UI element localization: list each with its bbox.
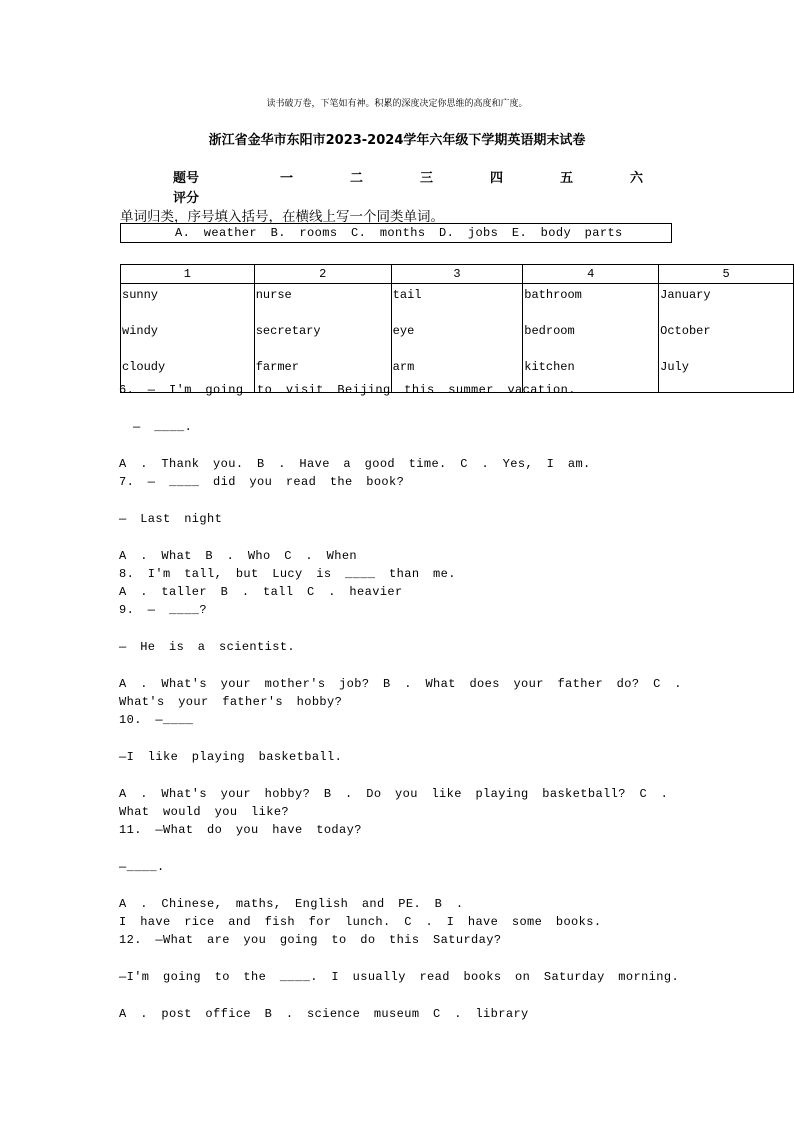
table-header-row: [121, 265, 794, 284]
choice-options: What would you like?: [119, 805, 290, 819]
choice-options: A . Thank you. B . Have a good time. C . Yes, I am.: [119, 457, 591, 471]
dialogue-line: — He is a scientist.: [119, 640, 296, 654]
table-cell: [659, 284, 794, 393]
word-item: farmer: [255, 360, 299, 374]
word-item: arm: [392, 360, 415, 374]
score-column-header: 一: [280, 171, 294, 186]
question-text: 12. —What are you going to do this Saturday?: [119, 933, 502, 947]
score-column-header: 三: [420, 171, 434, 186]
page-title: 浙江省金华市东阳市2023-2024学年六年级下学期英语期末试卷: [208, 133, 586, 148]
question-text: 10. —____: [119, 713, 194, 727]
table-cell: [254, 284, 391, 393]
word-item: bedroom: [524, 324, 575, 338]
word-item: July: [660, 360, 689, 374]
question-text: 11. —What do you have today?: [119, 823, 362, 837]
options-box: [120, 223, 672, 243]
table-row: [121, 284, 794, 393]
word-item: nurse: [255, 288, 292, 302]
table-cell: [523, 284, 659, 393]
table-header: 1: [121, 265, 255, 284]
word-item: January: [660, 288, 711, 302]
score-row-label: 题号: [173, 171, 200, 186]
score-column-header: 五: [560, 171, 574, 186]
choice-options: A . What's your mother's job? B . What does your father do? C .: [119, 677, 682, 691]
dialogue-line: —I'm going to the ____. I usually read books on Saturday morning.: [119, 970, 680, 984]
answer-blank: — ____.: [133, 420, 193, 434]
question-text: 7. — ____ did you read the book?: [119, 475, 405, 489]
word-item: bathroom: [524, 288, 582, 302]
table-header: 4: [523, 265, 659, 284]
table-header: 5: [659, 265, 794, 284]
word-item: eye: [392, 324, 415, 338]
dialogue-line: —I like playing basketball.: [119, 750, 343, 764]
table-header: 3: [391, 265, 523, 284]
table-header: 2: [254, 265, 391, 284]
word-item: windy: [122, 324, 159, 338]
category-table: [120, 264, 794, 393]
header-motto: 读书破万卷，下笔如有神。积累的深度决定你思维的高度和广度。: [266, 99, 528, 109]
score-column-header: 二: [350, 171, 364, 186]
question-text: 6. — I'm going to visit Beijing this summer vacation.: [119, 383, 576, 397]
word-item: cloudy: [122, 360, 166, 374]
score-row-label: 评分: [173, 191, 200, 206]
question-text: 8. I'm tall, but Lucy is ____ than me.: [119, 567, 456, 581]
choice-options: What's your father's hobby?: [119, 695, 343, 709]
choice-options: I have rice and fish for lunch. C . I have some books.: [119, 915, 602, 929]
score-column-header: 六: [630, 171, 644, 186]
table-cell: [121, 284, 255, 393]
choice-options: A . What B . Who C . When: [119, 549, 358, 563]
word-item: October: [660, 324, 711, 338]
answer-blank: —____.: [119, 860, 165, 874]
word-item: tail: [392, 288, 422, 302]
options-text: A. weather B. rooms C. months D. jobs E. body parts: [175, 226, 623, 240]
choice-options: A . taller B . tall C . heavier: [119, 585, 403, 599]
word-item: kitchen: [524, 360, 575, 374]
section-instruction: 单词归类，序号填入括号，在横线上写一个同类单词。: [120, 209, 444, 225]
question-text: 9. — ____?: [119, 603, 208, 617]
choice-options: A . post office B . science museum C . library: [119, 1007, 529, 1021]
word-item: sunny: [122, 288, 159, 302]
score-column-header: 四: [490, 171, 504, 186]
choice-options: A . What's your hobby? B . Do you like playing basketball? C .: [119, 787, 669, 801]
dialogue-line: — Last night: [119, 512, 223, 526]
word-item: secretary: [255, 324, 321, 338]
choice-options: A . Chinese, maths, English and PE. B .: [119, 897, 464, 911]
table-cell: [391, 284, 523, 393]
